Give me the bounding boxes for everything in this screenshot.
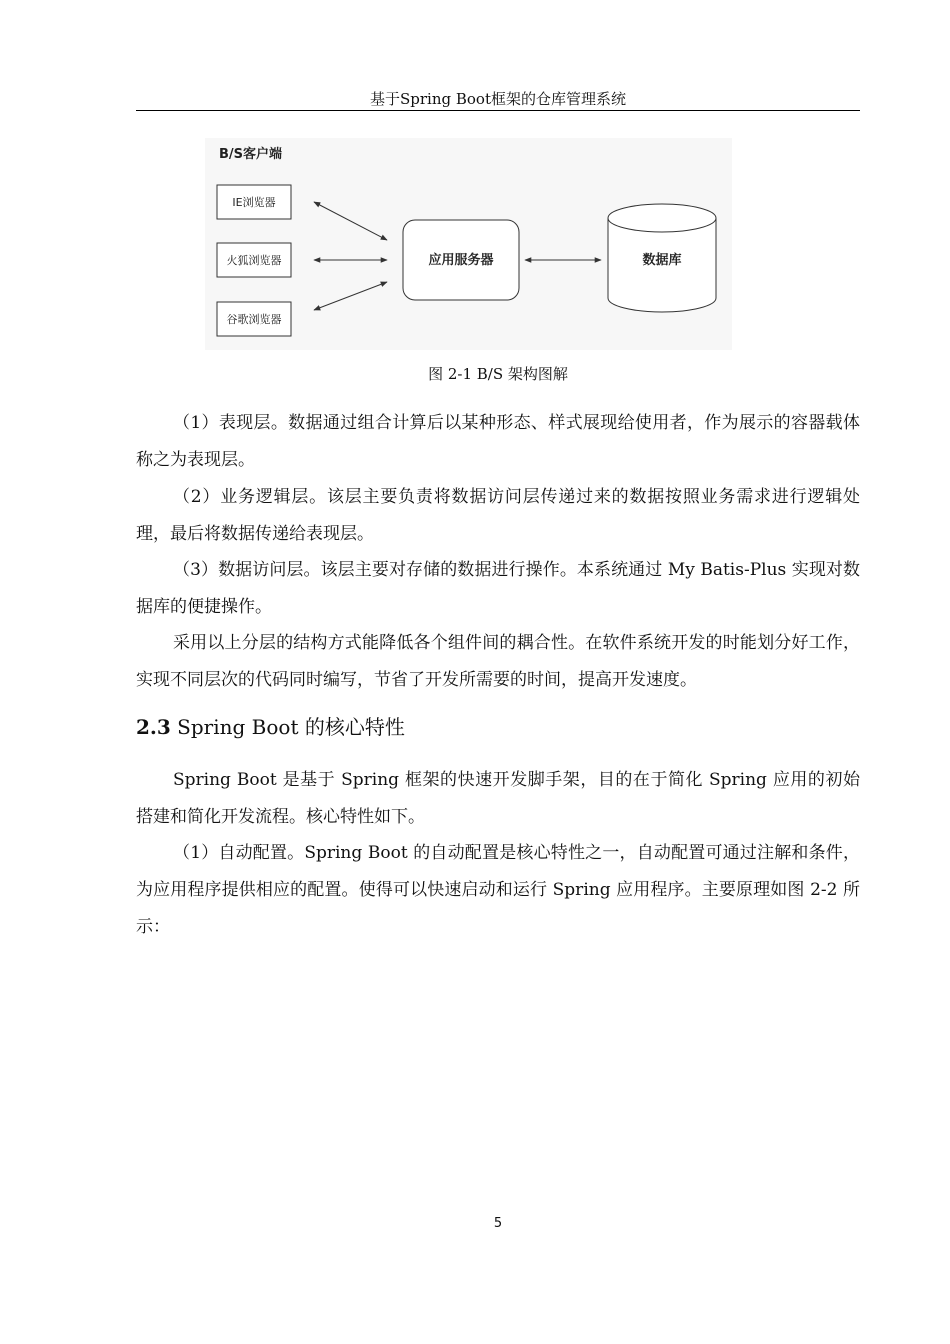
- browser-label-firefox: 火狐浏览器: [226, 254, 282, 267]
- paragraph-presentation-layer: （1）表现层。数据通过组合计算后以某种形态、样式展现给使用者，作为展示的容器载体称之为表现层。: [136, 413, 860, 470]
- database-cylinder: [608, 204, 716, 312]
- page-number: 5: [493, 1216, 503, 1231]
- header-rule: [136, 110, 860, 111]
- section-number: 2.3: [136, 715, 171, 739]
- paragraph-spring-boot-intro: Spring Boot 是基于 Spring 框架的快速开发脚手架，目的在于简化 Spring 应用的初始搭建和简化开发流程。核心特性如下。: [136, 770, 860, 827]
- paragraph-data-access-layer: （3）数据访问层。该层主要对存储的数据进行操作。本系统通过 My Batis-Plus 实现对数据库的便捷操作。: [136, 560, 860, 617]
- section-heading: [136, 712, 860, 742]
- bs-architecture-diagram: [205, 138, 732, 350]
- browser-label-ie: IE浏览器: [232, 196, 276, 209]
- paragraph-layering-summary: 采用以上分层的结构方式能降低各个组件间的耦合性。在软件系统开发的时能划分好工作，实现不同层次的代码同时编写，节省了开发所需要的时间，提高开发速度。: [136, 633, 860, 690]
- browser-box-chrome: [217, 302, 291, 336]
- database-label: 数据库: [642, 253, 682, 268]
- bs-architecture-figure: [205, 138, 732, 350]
- section-title: Spring Boot 的核心特性: [177, 715, 405, 739]
- client-group-label: B/S客户端: [219, 147, 283, 162]
- browser-label-chrome: 谷歌浏览器: [226, 313, 282, 326]
- browser-box-ie: [217, 185, 291, 219]
- app-server-box: [403, 220, 519, 300]
- paragraph-auto-configuration: （1）自动配置。Spring Boot 的自动配置是核心特性之一，自动配置可通过注解和条件，为应用程序提供相应的配置。使得可以快速启动和运行 Spring 应用程序。主要原理如图 2-2 所示：: [136, 843, 860, 937]
- app-server-label: 应用服务器: [428, 253, 494, 268]
- paragraph-business-layer: （2）业务逻辑层。该层主要负责将数据访问层传递过来的数据按照业务需求进行逻辑处理，最后将数据传递给表现层。: [136, 487, 860, 544]
- browser-box-firefox: [217, 243, 291, 277]
- figure-caption: 图 2-1 B/S 架构图解: [428, 365, 568, 383]
- running-header: 基于Spring Boot框架的仓库管理系统: [370, 90, 626, 108]
